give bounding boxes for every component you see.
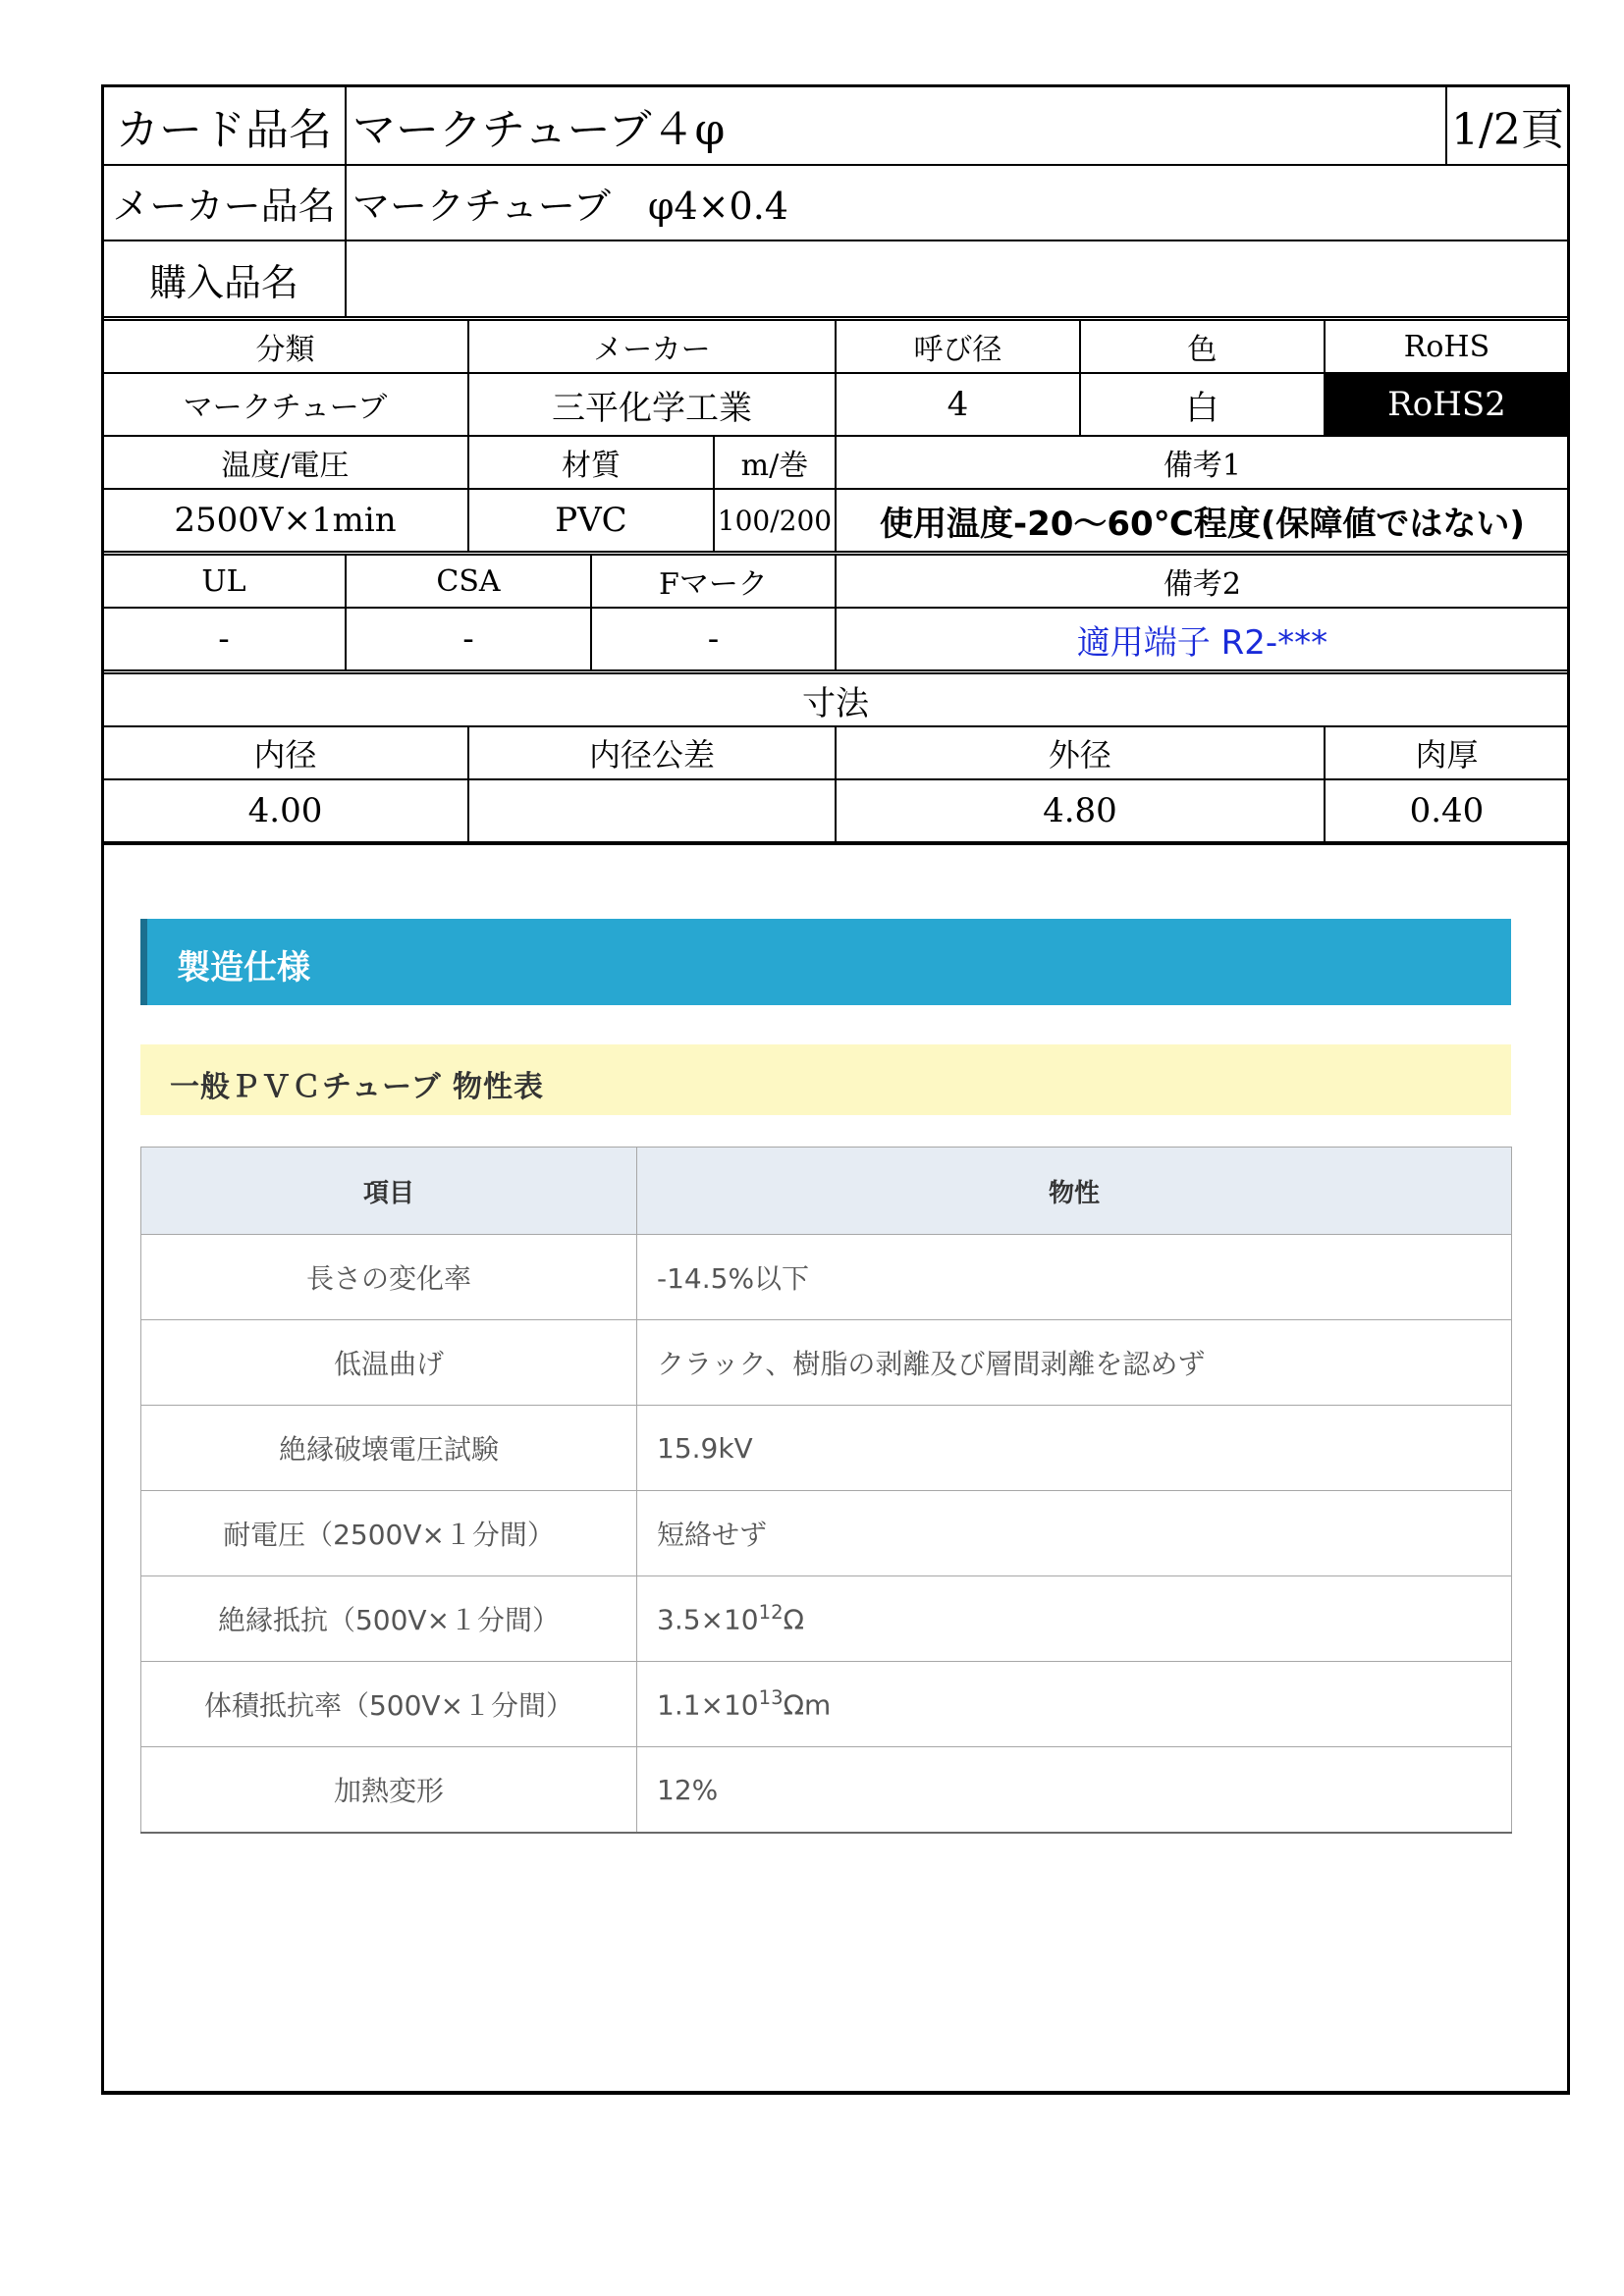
- property-item: 耐電圧（2500V×１分間）: [141, 1491, 637, 1576]
- property-item: 長さの変化率: [141, 1235, 637, 1320]
- purchase-name-value: [346, 240, 1569, 319]
- card-name-value: マークチューブ４φ: [346, 85, 1446, 165]
- table-row: [141, 1747, 1512, 1834]
- value-exponent: 12: [758, 1601, 784, 1625]
- table-row: [141, 1320, 1512, 1406]
- header-color: 色: [1080, 319, 1325, 374]
- header-temp-voltage: 温度/電圧: [102, 436, 468, 489]
- property-value: [637, 1662, 1512, 1747]
- property-item: 体積抵抗率（500V×１分間）: [141, 1662, 637, 1747]
- value-base: 1.1×10: [657, 1688, 759, 1722]
- maker-name-label: メーカー品名: [102, 165, 346, 240]
- value-material: PVC: [468, 489, 714, 554]
- header-ul: UL: [102, 554, 346, 609]
- header-wall-thickness: 肉厚: [1325, 726, 1569, 779]
- header-f-mark: Fマーク: [591, 554, 836, 609]
- maker-name-value: マークチューブ φ4×0.4: [346, 165, 1569, 240]
- rohs-badge: RoHS2: [1325, 373, 1569, 436]
- header-per-roll: m/巻: [714, 436, 836, 489]
- purchase-name-label: 購入品名: [102, 240, 346, 319]
- manufacturing-banner-title: 製造仕様: [177, 948, 310, 988]
- header-outer-diameter: 外径: [836, 726, 1325, 779]
- properties-subtitle-bar: [140, 1044, 1511, 1115]
- value-inner-tolerance: [468, 779, 836, 843]
- page-number: 1/2頁: [1446, 85, 1569, 165]
- frame-bottom-rule: [101, 2092, 1570, 2095]
- manufacturing-banner: [140, 919, 1511, 1005]
- value-exponent: 13: [758, 1686, 784, 1710]
- value-temp-voltage: 2500V×1min: [102, 489, 468, 554]
- properties-header-value: 物性: [637, 1148, 1512, 1235]
- property-value: 15.9kV: [637, 1406, 1512, 1491]
- header-nominal-size: 呼び径: [836, 319, 1080, 374]
- value-f-mark: -: [591, 608, 836, 672]
- value-unit: Ω: [783, 1603, 804, 1636]
- properties-subtitle: 一般ＰＶＣチューブ 物性表: [170, 1070, 545, 1104]
- property-item: 絶縁抵抗（500V×１分間）: [141, 1576, 637, 1662]
- value-base: 3.5×10: [657, 1603, 759, 1636]
- value-remarks-2: 適用端子 R2-***: [836, 608, 1569, 672]
- value-per-roll: 100/200: [714, 489, 836, 554]
- value-outer-diameter: 4.80: [836, 779, 1325, 843]
- value-unit: Ωm: [783, 1688, 832, 1722]
- spec-card-table: [101, 84, 1570, 845]
- property-value: 短絡せず: [637, 1491, 1512, 1576]
- header-material: 材質: [468, 436, 714, 489]
- header-remarks-2: 備考2: [836, 554, 1569, 609]
- property-value: クラック、樹脂の剥離及び層間剥離を認めず: [637, 1320, 1512, 1406]
- header-remarks-1: 備考1: [836, 436, 1569, 489]
- table-row: [141, 1235, 1512, 1320]
- value-inner-diameter: 4.00: [102, 779, 468, 843]
- header-maker: メーカー: [468, 319, 836, 374]
- property-item: 低温曲げ: [141, 1320, 637, 1406]
- property-item: 絶縁破壊電圧試験: [141, 1406, 637, 1491]
- value-nominal-size: 4: [836, 373, 1080, 436]
- table-row: [141, 1662, 1512, 1747]
- card-name-label: カード品名: [102, 85, 346, 165]
- value-maker: 三平化学工業: [468, 373, 836, 436]
- value-ul: -: [102, 608, 346, 672]
- value-remarks-1: 使用温度-20～60℃程度(保障値ではない): [836, 489, 1569, 554]
- header-csa: CSA: [346, 554, 591, 609]
- value-wall-thickness: 0.40: [1325, 779, 1569, 843]
- value-category: マークチューブ: [102, 373, 468, 436]
- property-value: 12%: [637, 1747, 1512, 1834]
- header-inner-diameter: 内径: [102, 726, 468, 779]
- table-row: [141, 1406, 1512, 1491]
- value-csa: -: [346, 608, 591, 672]
- property-value: -14.5%以下: [637, 1235, 1512, 1320]
- table-row: [141, 1576, 1512, 1662]
- header-inner-tolerance: 内径公差: [468, 726, 836, 779]
- table-row: [141, 1491, 1512, 1576]
- header-category: 分類: [102, 319, 468, 374]
- properties-table: [140, 1147, 1512, 1834]
- property-value: [637, 1576, 1512, 1662]
- properties-header-item: 項目: [141, 1148, 637, 1235]
- header-rohs: RoHS: [1325, 319, 1569, 374]
- dimensions-title: 寸法: [102, 672, 1569, 727]
- value-color: 白: [1080, 373, 1325, 436]
- property-item: 加熱変形: [141, 1747, 637, 1834]
